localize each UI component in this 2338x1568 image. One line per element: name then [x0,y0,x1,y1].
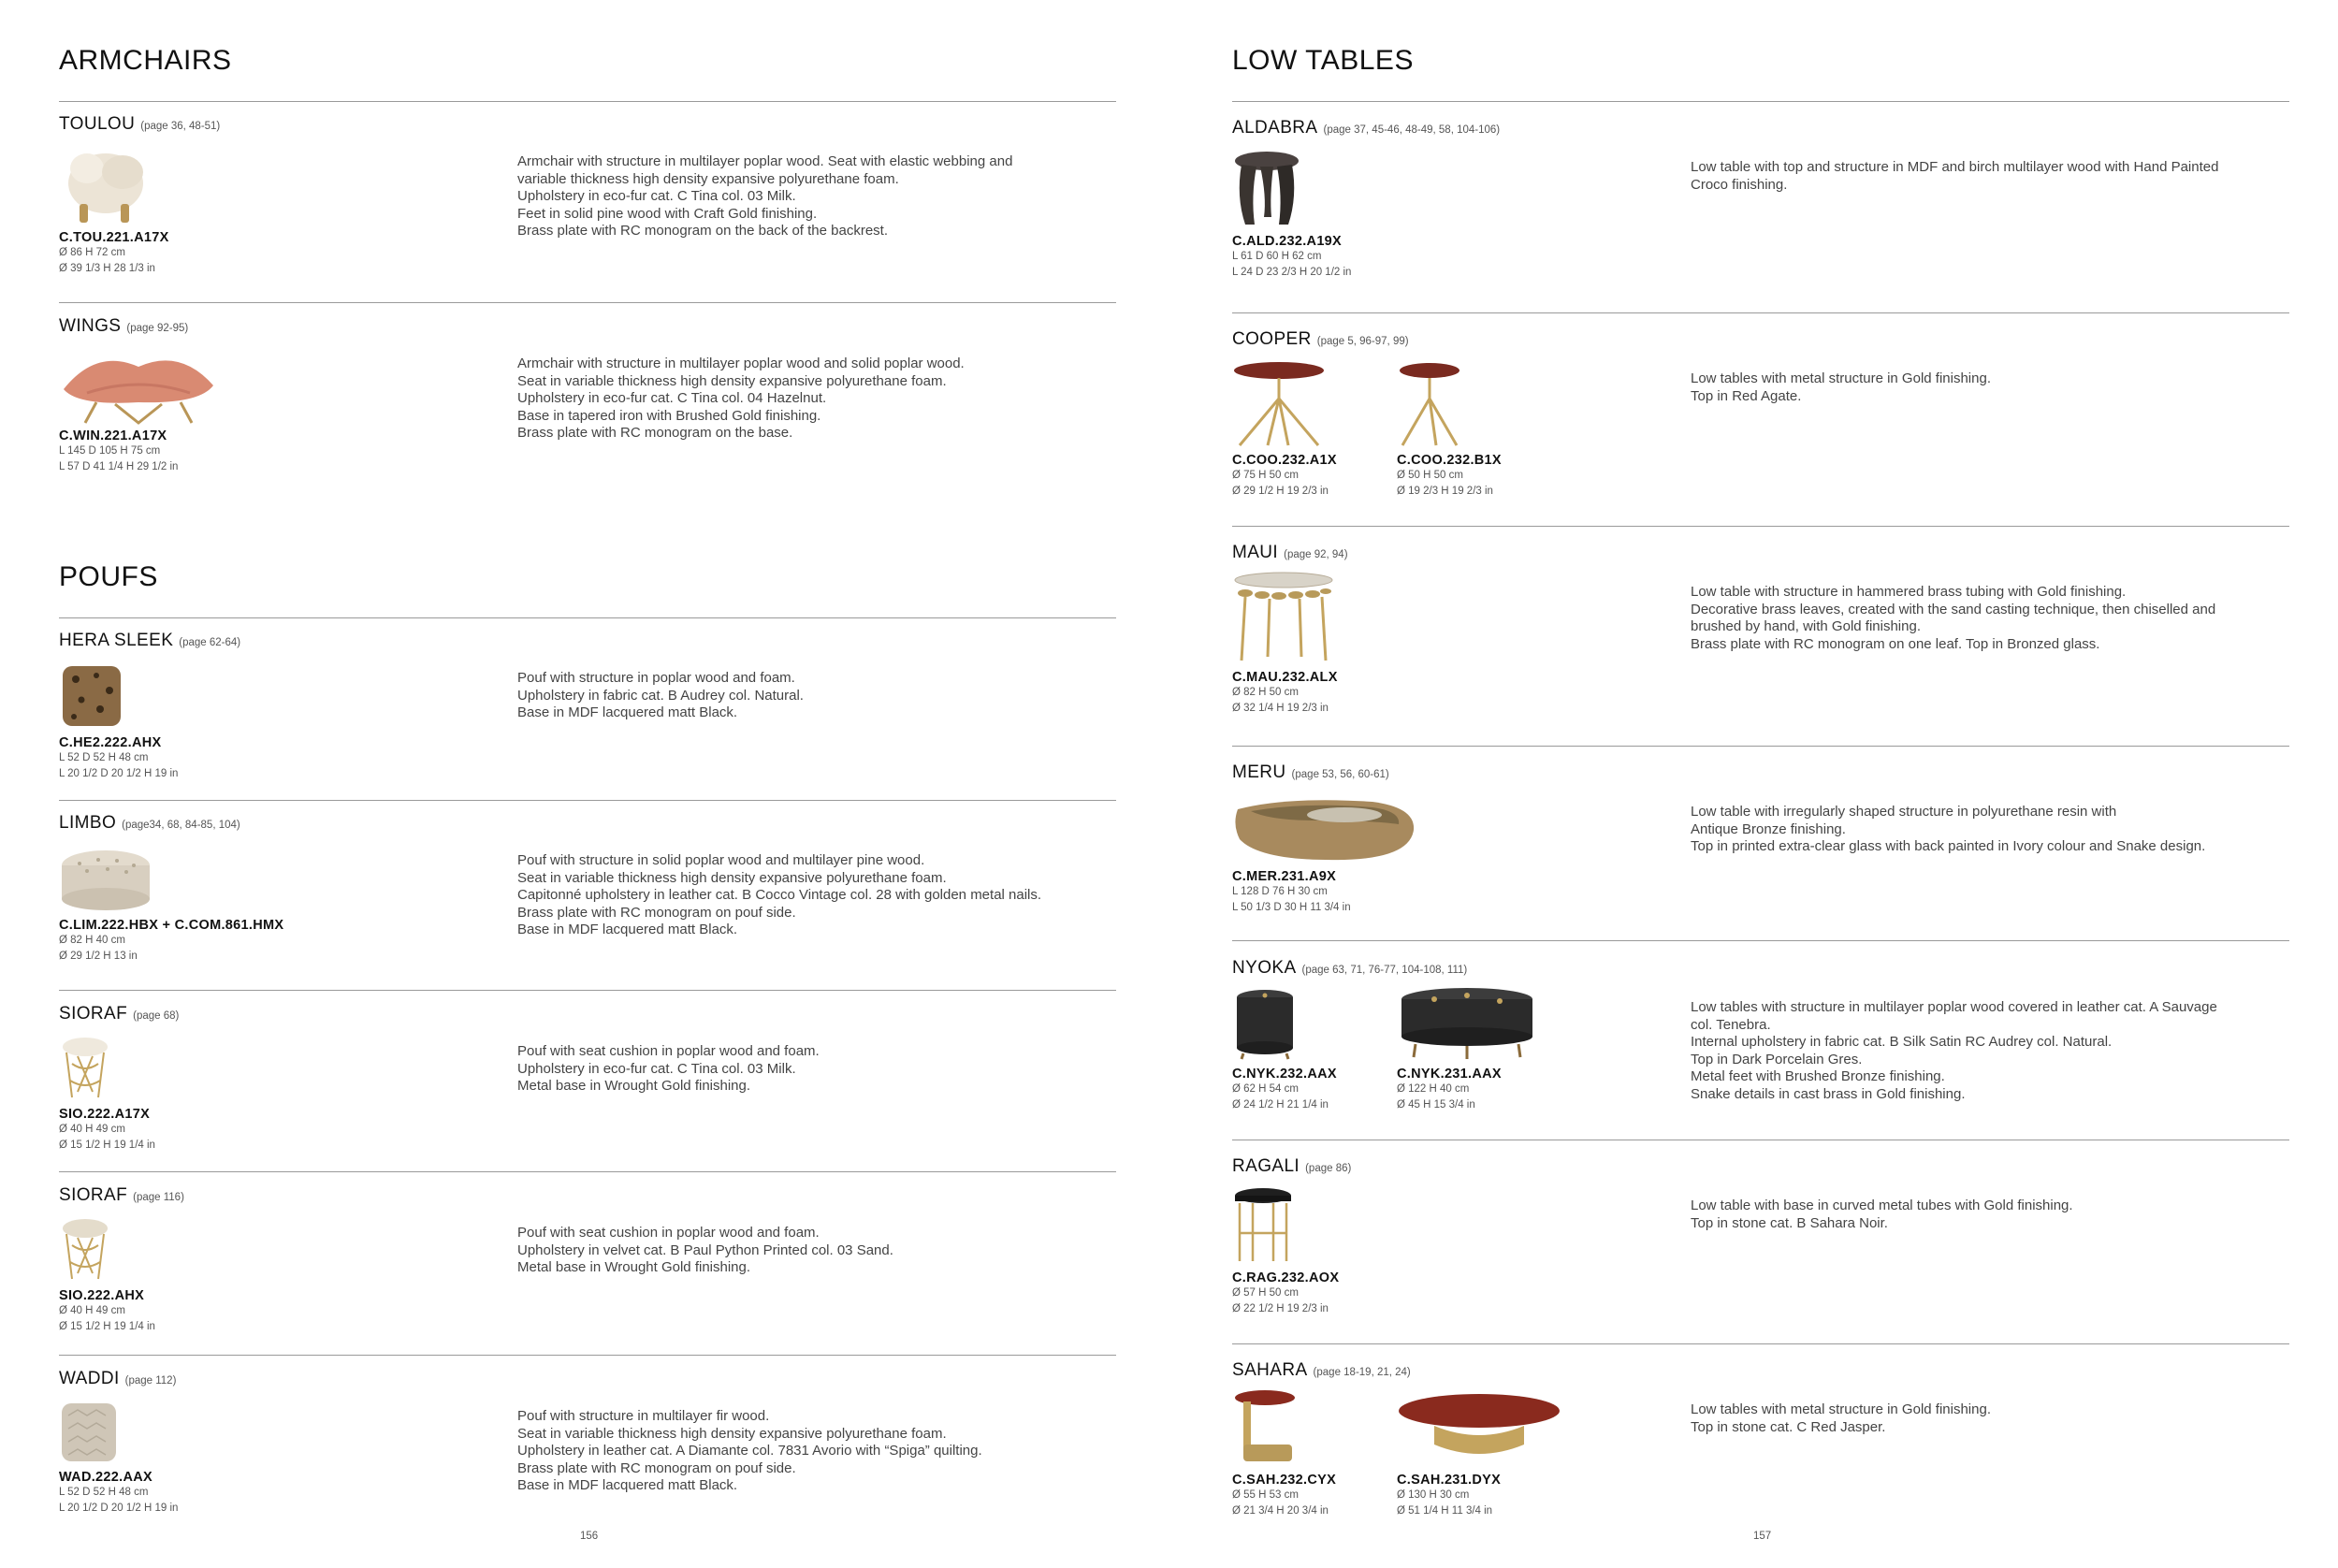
jasper-table-icon [1232,1388,1298,1467]
section-divider [1232,940,2289,941]
dimensions-in: L 20 1/2 D 20 1/2 H 19 in [59,1503,179,1514]
product-code: C.SAH.231.DYX [1397,1473,1502,1488]
section-divider [59,617,1116,618]
product-header [1232,1360,1411,1381]
dimensions-in: Ø 21 3/4 H 20 3/4 in [1232,1505,1329,1517]
product-description: Pouf with seat cushion in poplar wood and foam. Upholstery in eco-fur cat. C Tina col. 03 Milk. Metal base in Wrought Gold finishing. [517,1043,820,1094]
jasper-table-icon [1397,1388,1561,1467]
section-divider [59,800,1116,801]
dimensions-cm: Ø 55 H 53 cm [1232,1489,1299,1501]
dimensions-in: Ø 39 1/3 H 28 1/3 in [59,263,155,274]
dimensions-cm: L 52 D 52 H 48 cm [59,752,149,763]
dimensions-cm: Ø 40 H 49 cm [59,1124,125,1135]
product-name: SIORAF [59,1004,128,1024]
variant [1232,571,1397,717]
product-code: C.MER.231.A9X [1232,869,1337,884]
product-header [1232,958,1467,979]
product-page-ref: (page 116) [133,1192,184,1203]
dimensions-in: Ø 51 1/4 H 11 3/4 in [1397,1505,1493,1517]
product-code: C.NYK.232.AAX [1232,1067,1337,1082]
product-header [1232,329,1409,350]
dimensions-in: Ø 24 1/2 H 21 1/4 in [1232,1099,1329,1111]
product-header [59,1369,176,1389]
product-description: Armchair with structure in multilayer poplar wood. Seat with elastic webbing and variable thickness high density expansive polyurethane foam. Upholstery in eco-fur cat. C Tina col. 03 Milk. Feet in solid pine wood with Craft Gold finishing. Brass plate with RC monogram on the back of the backrest. [517,153,1013,239]
variant [1397,1388,1561,1519]
fur-armchair-icon [59,148,162,225]
dimensions-in: Ø 45 H 15 3/4 in [1397,1099,1475,1111]
product-variants [59,148,224,277]
section-title-poufs: POUFS [59,561,158,592]
product-page-ref: (page34, 68, 84-85, 104) [122,820,240,831]
section-divider [59,1355,1116,1356]
product-name: COOPER [1232,329,1312,349]
dimensions-cm: Ø 40 H 49 cm [59,1305,125,1316]
section-divider [1232,1343,2289,1344]
section-divider [1232,746,2289,747]
product-code: C.WIN.221.A17X [59,428,167,443]
product-description: Low table with base in curved metal tubes with Gold finishing. Top in stone cat. B Sahara Noir. [1691,1198,2073,1231]
dimensions-in: L 57 D 41 1/4 H 29 1/2 in [59,461,179,472]
product-page-ref: (page 36, 48-51) [140,121,221,132]
product-header [59,1004,179,1024]
agate-table-icon [1397,361,1462,447]
product-description: Low table with top and structure in MDF and birch multilayer wood with Hand Painted Croco finishing. [1691,159,2219,193]
page-number: 157 [1753,1531,1772,1542]
brass-leaves-table-icon [1232,571,1335,664]
product-page-ref: (page 92-95) [126,323,189,334]
product-code: WAD.222.AAX [59,1470,152,1485]
product-header [59,114,220,135]
product-name: NYOKA [1232,958,1297,978]
product-page-ref: (page 53, 56, 60-61) [1291,769,1389,780]
dimensions-in: Ø 15 1/2 H 19 1/4 in [59,1321,155,1332]
product-page-ref: (page 63, 71, 76-77, 104-108, 111) [1301,965,1468,976]
product-description: Low table with structure in hammered brass tubing with Gold finishing. Decorative brass leaves, created with the sand casting technique, then chiselled and brushed by hand, with Gold finishing. Brass plate with RC monogram on one leaf. Top in Bronzed glass. [1691,584,2216,652]
product-header [59,316,188,337]
resin-table-icon [1232,792,1419,864]
variant [1232,150,1397,281]
croco-table-icon [1232,150,1301,228]
variant [1232,1186,1397,1317]
product-description: Low tables with structure in multilayer poplar wood covered in leather cat. A Sauvage col. Tenebra. Internal upholstery in fabric cat. B Silk Satin RC Audrey col. Natural. Top in Dark Porcelain Gres. Metal feet with Brushed Bronze finishing. Snake details in cast brass in Gold finishing. [1691,999,2217,1102]
product-name: WADDI [59,1369,120,1388]
product-code: C.COO.232.B1X [1397,453,1502,468]
product-variants [59,1217,224,1335]
section-divider [1232,101,2289,102]
dimensions-in: L 20 1/2 D 20 1/2 H 19 in [59,768,179,779]
product-variants [1232,1388,1561,1519]
dimensions-cm: L 52 D 52 H 48 cm [59,1487,149,1498]
product-header [1232,762,1389,783]
product-header [59,813,240,834]
product-description: Pouf with structure in solid poplar wood and multilayer pine wood. Seat in variable thickness high density expansive polyurethane foam. Capitonné upholstery in leather cat. B Cocco Vintage col. 28 with golden metal nails. Brass plate with RC monogram on pouf side. Base in MDF lacquered matt Black. [517,852,1042,937]
product-name: SAHARA [1232,1360,1308,1380]
stool-icon [59,1217,111,1283]
product-page-ref: (page 92, 94) [1284,549,1348,560]
product-page-ref: (page 68) [133,1010,180,1022]
dimensions-in: Ø 15 1/2 H 19 1/4 in [59,1140,155,1151]
product-name: WINGS [59,316,122,336]
stone-top-table-icon [1232,1186,1294,1265]
product-variants [59,1401,224,1517]
variant [59,662,224,782]
leather-drum-table-icon [1397,986,1537,1061]
product-variants [59,348,224,475]
dimensions-cm: Ø 122 H 40 cm [1397,1083,1470,1095]
product-header [59,1185,184,1206]
dimensions-cm: L 128 D 76 H 30 cm [1232,886,1328,897]
dimensions-cm: Ø 75 H 50 cm [1232,470,1299,481]
dimensions-cm: Ø 57 H 50 cm [1232,1287,1299,1299]
dimensions-in: Ø 29 1/2 H 13 in [59,951,138,962]
section-divider [1232,526,2289,527]
variant [59,1036,224,1154]
dimensions-in: Ø 22 1/2 H 19 2/3 in [1232,1303,1329,1314]
product-code: C.TOU.221.A17X [59,230,169,245]
product-code: C.COO.232.A1X [1232,453,1337,468]
section-divider [1232,312,2289,313]
section-divider [59,990,1116,991]
dimensions-cm: L 61 D 60 H 62 cm [1232,251,1322,262]
variant [1232,792,1457,916]
product-page-ref: (page 18-19, 21, 24) [1313,1367,1411,1378]
product-code: C.SAH.232.CYX [1232,1473,1337,1488]
dimensions-cm: Ø 130 H 30 cm [1397,1489,1470,1501]
stool-icon [59,1036,111,1101]
product-page-ref: (page 62-64) [179,637,241,648]
product-description: Low tables with metal structure in Gold finishing. Top in Red Agate. [1691,370,1991,404]
product-code: C.HE2.222.AHX [59,735,162,750]
variant [1232,361,1397,500]
product-page-ref: (page 86) [1305,1163,1352,1174]
product-code: C.ALD.232.A19X [1232,234,1343,249]
product-header [1232,1156,1351,1177]
product-code: C.NYK.231.AAX [1397,1067,1502,1082]
dimensions-cm: Ø 50 H 50 cm [1397,470,1463,481]
product-variants [1232,361,1561,500]
product-description: Low tables with metal structure in Gold finishing. Top in stone cat. C Red Jasper. [1691,1401,1991,1435]
product-name: TOULOU [59,114,136,134]
product-code: C.MAU.232.ALX [1232,670,1338,685]
product-variants [1232,1186,1397,1317]
product-variants [1232,150,1397,281]
product-name: HERA SLEEK [59,631,174,650]
leopard-pouf-icon [59,662,124,730]
product-name: MERU [1232,762,1286,782]
product-header [1232,118,1500,138]
dimensions-in: L 50 1/3 D 30 H 11 3/4 in [1232,902,1351,913]
product-variants [59,847,368,965]
dimensions-cm: Ø 86 H 72 cm [59,247,125,258]
variant [59,1217,224,1335]
product-page-ref: (page 112) [124,1375,177,1387]
leather-drum-table-icon [1232,986,1298,1061]
dimensions-cm: L 145 D 105 H 75 cm [59,445,161,457]
product-name: LIMBO [59,813,117,833]
variant [59,847,368,965]
product-description: Armchair with structure in multilayer poplar wood and solid poplar wood. Seat in variable thickness high density expansive polyurethane foam. Upholstery in eco-fur cat. C Tina col. 04 Hazelnut. Base in tapered iron with Brushed Gold finishing. Brass plate with RC monogram on the base. [517,356,965,441]
dimensions-in: L 24 D 23 2/3 H 20 1/2 in [1232,267,1352,278]
product-page-ref: (page 5, 96-97, 99) [1316,336,1409,347]
product-name: MAUI [1232,543,1279,562]
dimensions-in: Ø 19 2/3 H 19 2/3 in [1397,486,1493,497]
dimensions-cm: Ø 82 H 40 cm [59,935,125,946]
product-code: SIO.222.AHX [59,1288,145,1303]
product-header [1232,543,1348,563]
product-variants [1232,792,1457,916]
variant [1232,1388,1397,1519]
product-variants [59,1036,224,1154]
product-variants [1232,571,1397,717]
product-page-ref: (page 37, 45-46, 48-49, 58, 104-106) [1323,124,1501,136]
section-divider [59,101,1116,102]
page-number: 156 [580,1531,599,1542]
quilted-pouf-icon [59,1401,119,1464]
product-name: ALDABRA [1232,118,1318,138]
product-name: RAGALI [1232,1156,1300,1176]
section-divider [59,302,1116,303]
product-code: SIO.222.A17X [59,1107,151,1122]
variant [1232,986,1397,1113]
tufted-pouf-icon [59,847,152,912]
section-title-low-tables: LOW TABLES [1232,45,1414,76]
variant [59,348,224,475]
dimensions-in: Ø 32 1/4 H 19 2/3 in [1232,703,1329,714]
dimensions-cm: Ø 62 H 54 cm [1232,1083,1299,1095]
product-description: Pouf with seat cushion in poplar wood and foam. Upholstery in velvet cat. B Paul Python Printed col. 03 Sand. Metal base in Wrought Gold finishing. [517,1225,893,1275]
product-code: C.RAG.232.AOX [1232,1270,1340,1285]
dimensions-cm: Ø 82 H 50 cm [1232,687,1299,698]
variant [1397,986,1561,1113]
section-divider [59,1171,1116,1172]
variant [1397,361,1561,500]
product-header [59,631,240,651]
variant [59,1401,224,1517]
product-variants [59,662,224,782]
product-description: Pouf with structure in multilayer fir wood. Seat in variable thickness high density expansive polyurethane foam. Upholstery in leather cat. A Diamante col. 7831 Avorio with “Spiga” quilting. Brass plate with RC monogram on pouf side. Base in MDF lacquered matt Black. [517,1408,982,1493]
dimensions-in: Ø 29 1/2 H 19 2/3 in [1232,486,1329,497]
section-title-armchairs: ARMCHAIRS [59,45,232,76]
product-description: Pouf with structure in poplar wood and foam. Upholstery in fabric cat. B Audrey col. Natural. Base in MDF lacquered matt Black. [517,670,804,720]
wing-armchair-icon [59,348,218,428]
product-variants [1232,986,1561,1113]
variant [59,148,224,277]
agate-table-icon [1232,361,1326,447]
product-code: C.LIM.222.HBX + C.COM.861.HMX [59,918,284,933]
product-description: Low table with irregularly shaped structure in polyurethane resin with Antique Bronze finishing. Top in printed extra-clear glass with back painted in Ivory colour and Snake design. [1691,804,2206,854]
product-name: SIORAF [59,1185,128,1205]
